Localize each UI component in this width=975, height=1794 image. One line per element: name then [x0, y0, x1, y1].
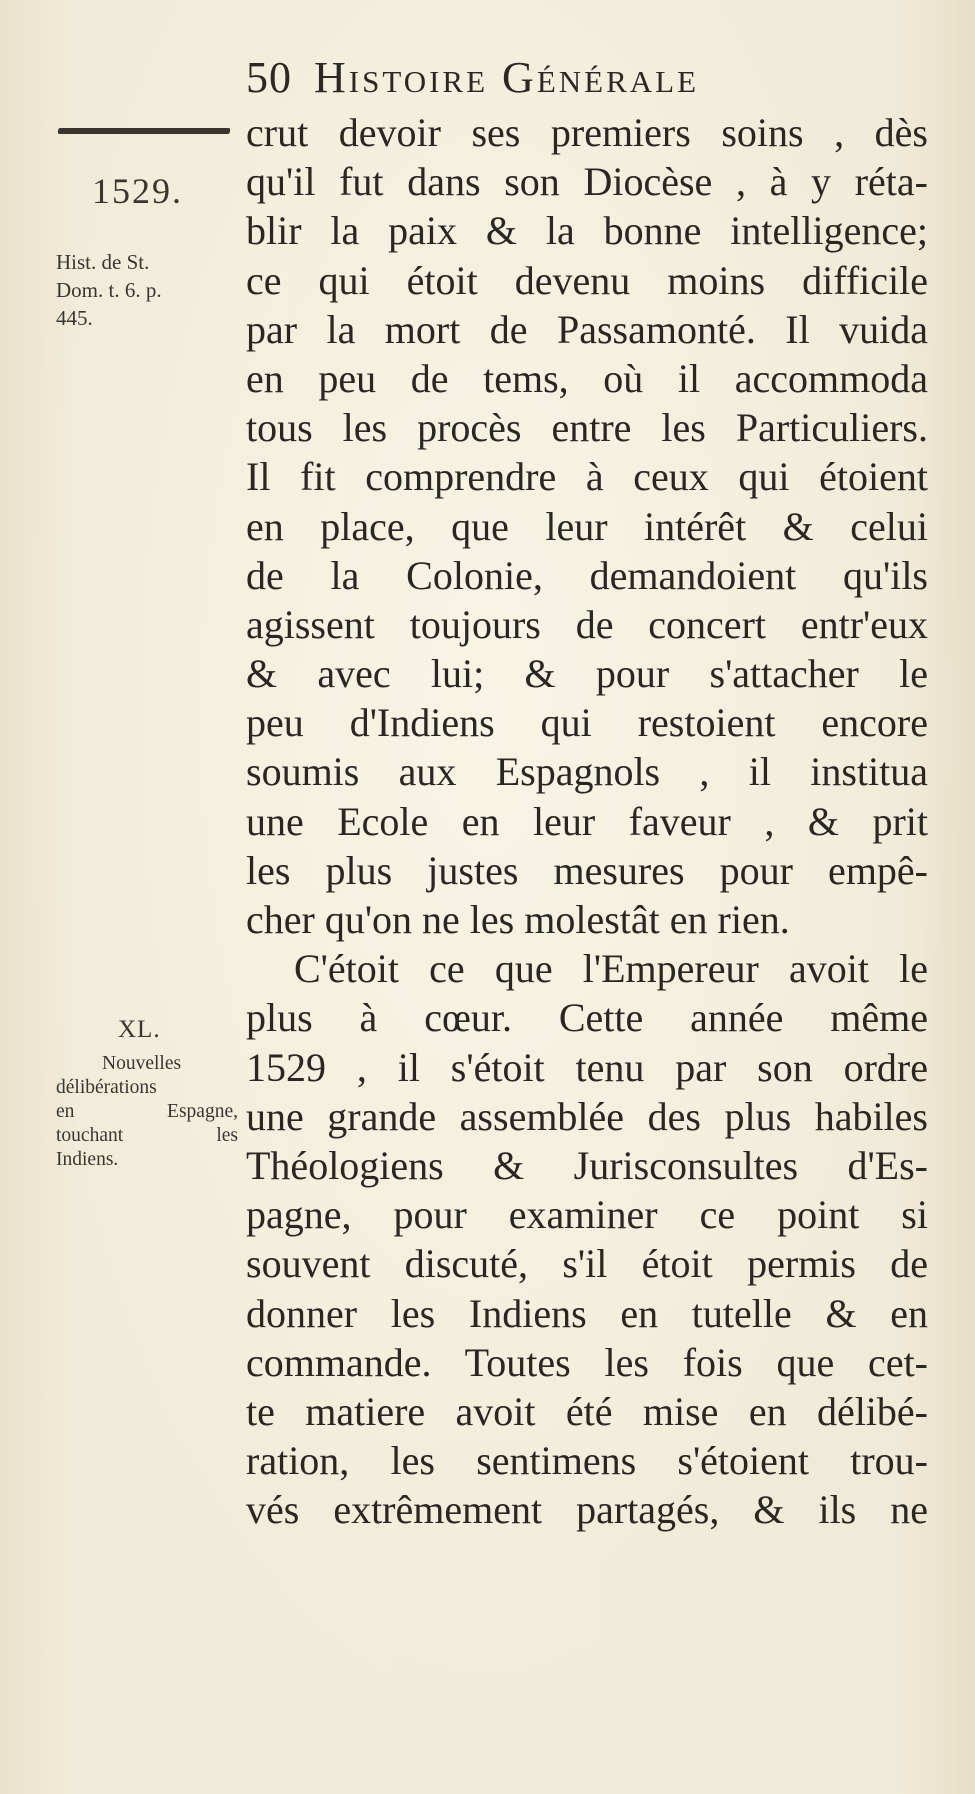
text-line: par la mort de Passamonté. Il vuida: [246, 306, 928, 352]
text-line: ration, les sentimens s'étoient trou-: [246, 1438, 928, 1484]
text-line: commande. Toutes les fois que cet-: [246, 1339, 928, 1385]
text-line: 1529 , il s'étoit tenu par son ordre: [246, 1044, 928, 1090]
text-line: une grande assemblée des plus habiles: [246, 1093, 928, 1139]
sidenote-line: Indiens.: [56, 1149, 119, 1170]
text-line: une Ecole en leur faveur , & prit: [246, 798, 928, 844]
sidenote-line: Nouvelles: [102, 1053, 182, 1074]
margin-year: 1529.: [92, 171, 183, 211]
text-line: donner les Indiens en tutelle & en: [246, 1290, 928, 1336]
text-line: Il fit comprendre à ceux qui étoient: [246, 454, 928, 500]
sidenote-line: délibérations: [56, 1077, 157, 1098]
text-line: C'étoit ce que l'Empereur avoit le: [294, 946, 928, 992]
body-text: [246, 108, 928, 1534]
running-head: [246, 52, 946, 103]
margin-reference-line: Dom. t. 6. p.: [56, 278, 162, 302]
text-line: en place, que leur intérêt & celui: [246, 503, 928, 549]
margin-reference-line: Hist. de St.: [56, 250, 150, 274]
text-line: cher qu'on ne les molestât en rien.: [246, 897, 790, 942]
page-number: 50: [246, 53, 292, 102]
text-line: les plus justes mesures pour empê-: [246, 847, 928, 893]
text-line: Théologiens & Jurisconsultes d'Es-: [246, 1142, 928, 1188]
text-line: en peu de tems, où il accommoda: [246, 355, 928, 401]
margin-reference-line: 445.: [56, 306, 93, 330]
text-line: peu d'Indiens qui restoient encore: [246, 700, 928, 746]
text-line: plus à cœur. Cette année même: [246, 995, 928, 1041]
sidenote-line: en Espagne,: [56, 1101, 238, 1122]
text-line: qu'il fut dans son Diocèse , à y réta-: [246, 159, 928, 205]
section-number: XL.: [118, 1016, 161, 1043]
margin-sidenote: [56, 1052, 238, 1172]
text-line: blir la paix & la bonne intelligence;: [246, 208, 928, 254]
text-line: vés extrêmement partagés, & ils ne: [246, 1487, 928, 1533]
sidenote-line: touchant les: [56, 1125, 238, 1146]
ornamental-rule: [58, 128, 231, 134]
text-line: pagne, pour examiner ce point si: [246, 1192, 928, 1238]
text-line: agissent toujours de concert entr'eux: [246, 601, 928, 647]
text-line: & avec lui; & pour s'attacher le: [246, 651, 928, 697]
text-line: de la Colonie, demandoient qu'ils: [246, 552, 928, 598]
text-line: soumis aux Espagnols , il institua: [246, 749, 928, 795]
text-line: tous les procès entre les Particuliers.: [246, 405, 928, 451]
text-line: ce qui étoit devenu moins difficile: [246, 257, 928, 303]
running-title: Histoire Générale: [314, 53, 700, 102]
margin-reference: [56, 248, 162, 332]
text-line: souvent discuté, s'il étoit permis de: [246, 1241, 928, 1287]
text-line: te matiere avoit été mise en délibé-: [246, 1388, 928, 1434]
text-line: crut devoir ses premiers soins , dès: [246, 110, 928, 155]
